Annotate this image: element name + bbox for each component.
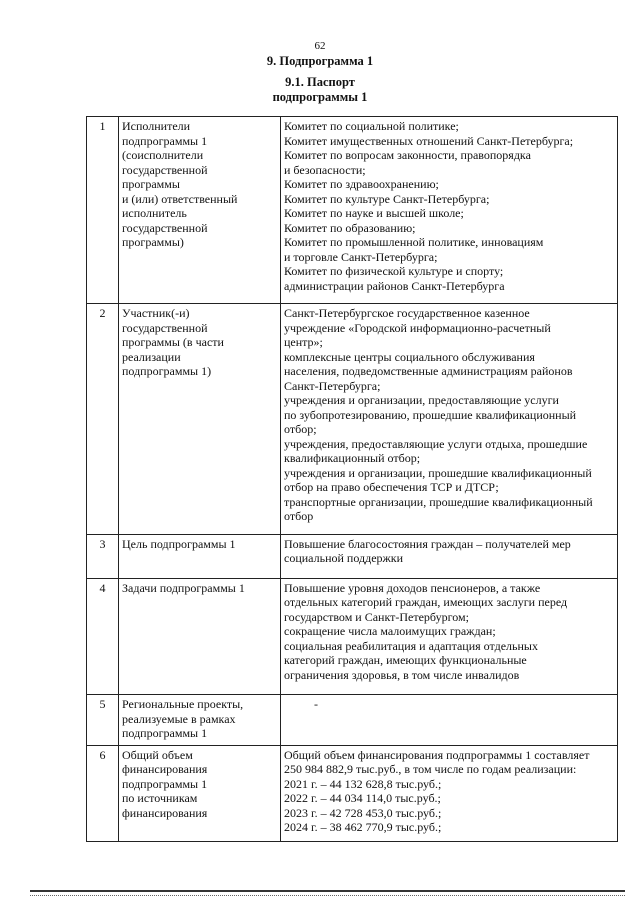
label-line: Исполнители	[122, 119, 191, 133]
label-line: государственной	[122, 220, 208, 235]
content-line: Комитет по образованию;	[284, 220, 416, 235]
passport-row	[87, 534, 618, 578]
label-line: Общий объем	[122, 747, 193, 762]
content-line: учреждения и организации, прошедшие квалификационный	[284, 465, 592, 480]
row-label	[119, 695, 281, 746]
passport-row	[87, 117, 618, 304]
content-line: квалификационный отбор;	[284, 451, 421, 465]
label-line: Задачи подпрограммы 1	[122, 580, 245, 595]
content-line: и торговле Санкт-Петербурга;	[284, 249, 438, 264]
label-line: подпрограммы 1	[122, 726, 208, 740]
content-line: -	[314, 697, 318, 711]
row-content	[281, 117, 618, 304]
label-line: Региональные проекты,	[122, 697, 244, 711]
content-line: Комитет по социальной политике;	[284, 119, 459, 133]
label-line: (соисполнители	[122, 148, 204, 162]
footer-rule	[30, 890, 625, 892]
row-label	[119, 578, 281, 695]
content-line: Повышение уровня доходов пенсионеров, а также	[284, 580, 541, 595]
content-line: комплексные центры социального обслуживания	[284, 349, 535, 364]
label-line: программы	[122, 177, 180, 191]
row-label	[119, 745, 281, 841]
content-line: населения, подведомственные администрациям районов	[284, 364, 573, 378]
content-line: Санкт-Петербургское государственное казенное	[284, 306, 530, 320]
content-line: социальная реабилитация и адаптация отдельных	[284, 638, 538, 653]
label-line: Участник(-и)	[122, 306, 190, 320]
content-line: отбор на право обеспечения ТСР и ДТСР;	[284, 480, 499, 494]
row-content	[281, 304, 618, 535]
passport-subtitle: подпрограммы 1	[272, 90, 368, 104]
content-line: категорий граждан, имеющих функциональные	[284, 653, 527, 667]
passport-table	[86, 116, 618, 842]
content-line: учреждения и организации, предоставляющие услуги	[284, 393, 559, 407]
content-line: 2023 г. – 42 728 453,0 тыс.руб.;	[284, 805, 442, 820]
content-line: Комитет имущественных отношений Санкт-Петербурга;	[284, 133, 574, 148]
content-line: ограничения здоровья, в том числе инвалидов	[284, 667, 520, 682]
content-line: учреждение «Городской информационно-расчетный	[284, 320, 551, 335]
label-line: Цель подпрограммы 1	[122, 536, 236, 551]
row-number: 2	[87, 304, 119, 535]
content-line: Санкт-Петербурга;	[284, 378, 381, 393]
passport-heading	[0, 75, 640, 105]
passport-row	[87, 578, 618, 695]
passport-row	[87, 695, 618, 746]
label-line: финансирования	[122, 762, 208, 776]
label-line: реализуемые в рамках	[122, 711, 236, 726]
row-number: 6	[87, 745, 119, 841]
row-number: 5	[87, 695, 119, 746]
row-label	[119, 304, 281, 535]
content-line: Комитет по физической культуре и спорту;	[284, 264, 504, 278]
row-number: 4	[87, 578, 119, 695]
row-content	[281, 578, 618, 695]
content-line: Комитет по промышленной политике, инновациям	[284, 235, 544, 249]
page-number: 62	[314, 40, 326, 52]
content-line: Повышение благосостояния граждан – получателей мер	[284, 536, 571, 551]
content-line: центр»;	[284, 335, 323, 349]
content-line: отбор;	[284, 422, 317, 436]
content-line: Общий объем финансирования подпрограммы 1 составляет	[284, 747, 590, 762]
content-line: сокращение числа малоимущих граждан;	[284, 624, 496, 638]
passport-title: 9.1. Паспорт	[285, 75, 355, 89]
content-line: 250 984 882,9 тыс.руб., в том числе по годам реализации:	[284, 762, 577, 776]
content-line: отбор	[284, 509, 314, 523]
footer-rule-dotted	[30, 895, 625, 896]
label-line: финансирования	[122, 805, 208, 820]
row-content	[281, 745, 618, 841]
passport-row	[87, 304, 618, 535]
content-line: администрации районов Санкт-Петербурга	[284, 278, 505, 293]
row-number: 1	[87, 117, 119, 304]
label-line: подпрограммы 1)	[122, 364, 212, 378]
label-line: по источникам	[122, 791, 198, 805]
label-line: подпрограммы 1	[122, 776, 208, 791]
label-line: государственной	[122, 162, 208, 177]
content-line: по зубопротезированию, прошедшие квалификационный	[284, 407, 577, 422]
row-content	[281, 534, 618, 578]
label-line: исполнитель	[122, 206, 187, 220]
content-line: 2024 г. – 38 462 770,9 тыс.руб.;	[284, 820, 442, 834]
label-line: программы (в части	[122, 335, 224, 349]
content-line: Комитет по здравоохранению;	[284, 177, 439, 191]
row-content	[281, 695, 618, 746]
label-line: реализации	[122, 349, 181, 364]
label-line: подпрограммы 1	[122, 133, 208, 148]
content-line: государством и Санкт-Петербургом;	[284, 609, 469, 624]
content-line: транспортные организации, прошедшие квалификационный	[284, 494, 593, 509]
content-line: учреждения, предоставляющие услуги отдыха, прошедшие	[284, 436, 588, 451]
content-line: отдельных категорий граждан, имеющих заслуги перед	[284, 595, 568, 609]
content-line: социальной поддержки	[284, 551, 404, 565]
row-label	[119, 534, 281, 578]
content-line: 2021 г. – 44 132 628,8 тыс.руб.;	[284, 776, 442, 791]
content-line: Комитет по вопросам законности, правопорядка	[284, 148, 531, 162]
content-line: Комитет по культуре Санкт-Петербурга;	[284, 191, 490, 206]
row-label	[119, 117, 281, 304]
subprogram-heading: 9. Подпрограмма 1	[266, 54, 374, 68]
row-number: 3	[87, 534, 119, 578]
content-line: Комитет по науке и высшей школе;	[284, 206, 464, 220]
content-line: 2022 г. – 44 034 114,0 тыс.руб.;	[284, 791, 441, 805]
label-line: государственной	[122, 320, 208, 335]
label-line: программы)	[122, 235, 184, 249]
passport-row	[87, 745, 618, 841]
content-line: и безопасности;	[284, 162, 366, 177]
label-line: и (или) ответственный	[122, 191, 238, 206]
